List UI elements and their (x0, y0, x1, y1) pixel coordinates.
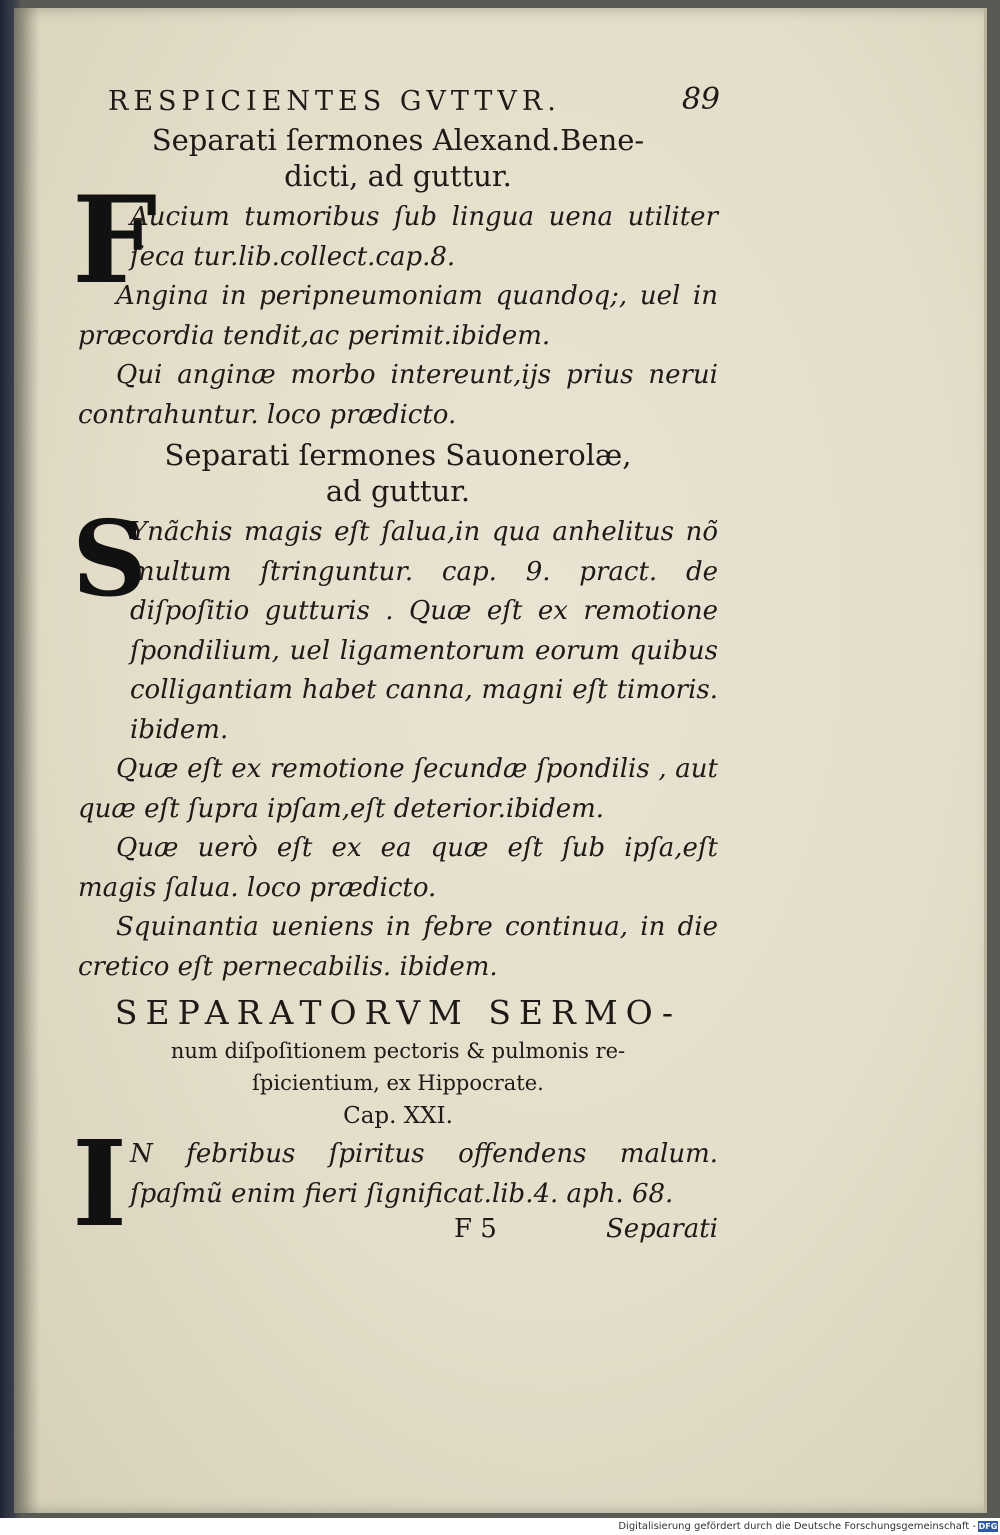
paragraph-5: Quæ eſt ex remotione ſecundæ ſpondilis , aut quæ eſt ſupra ipſam,eſt deterior.ibidem. (78, 754, 718, 824)
chapter-heading-line-3: ſpicientium, ex Hippocrate. (252, 1071, 544, 1095)
dfg-logo: DFG (978, 1522, 998, 1531)
drop-cap-s: S (72, 497, 148, 620)
paragraph-3: Qui anginæ morbo intereunt,ijs prius nerui contrahuntur. loco prædicto. (78, 360, 718, 430)
signature-mark: F 5 (454, 1214, 497, 1244)
page-number: 89 (681, 82, 720, 117)
drop-cap-f: F (72, 170, 158, 311)
paragraph-4 (72, 497, 718, 750)
paragraph-8-text: N febribus ſpiritus offendens malum. ſpaſmũ enim fieri ſignificat.lib.4. aph. 68. (130, 1139, 718, 1209)
page-gutter-shadow (14, 8, 40, 1513)
catchword: Separati (605, 1214, 718, 1244)
running-head-title: RESPICIENTES GVTTVR. (108, 86, 561, 117)
chapter-heading-line-2: num diſpoſitionem pectoris & pulmonis re- (170, 1039, 626, 1063)
section-heading-2-line-2: ad guttur. (325, 474, 471, 508)
section-heading-1-line-1: Separati ſermones Alexand.Bene- (151, 123, 645, 157)
page-footer-line (78, 1214, 718, 1254)
chapter-heading-line-1: SEPARATORVM SERMO- (114, 993, 682, 1032)
page-text-block (72, 82, 720, 1254)
running-header (78, 82, 718, 122)
drop-cap-i: I (72, 1114, 128, 1253)
chapter-number: Cap. XXI. (343, 1103, 453, 1129)
paragraph-2: Angina in peripneumoniam quandoq;, uel in præcordia tendit,ac perimit.ibidem. (78, 281, 718, 351)
funding-notice: Digitalisierung gefördert durch die Deutsche Forschungsgemeinschaft - (618, 1521, 976, 1532)
paragraph-4-text: Ynãchis magis eſt ſalua,in qua anhelitus nõ multum ſtringuntur. cap. 9. pract. de diſpoſitio gutturis . Quæ eſt ex remotione ſpondilium, uel ligamentorum eorum quibus colligantiam habet canna, magni eſt timoris. ibidem. (130, 517, 718, 745)
section-heading-1-line-2: dicti, ad guttur. (284, 159, 512, 193)
paragraph-7: Squinantia ueniens in febre continua, in die cretico eſt pernecabilis. ibidem. (78, 912, 718, 982)
section-heading-2-line-1: Separati ſermones Sauonerolæ, (164, 438, 632, 472)
digitization-footer (0, 1520, 1000, 1535)
paragraph-1-text: Aucium tumoribus ſub lingua uena utiliter ſeca tur.lib.collect.cap.8. (130, 202, 718, 272)
paragraph-6: Quæ uerò eſt ex ea quæ eſt ſub ipſa,eſt magis ſalua. loco prædicto. (78, 833, 718, 903)
